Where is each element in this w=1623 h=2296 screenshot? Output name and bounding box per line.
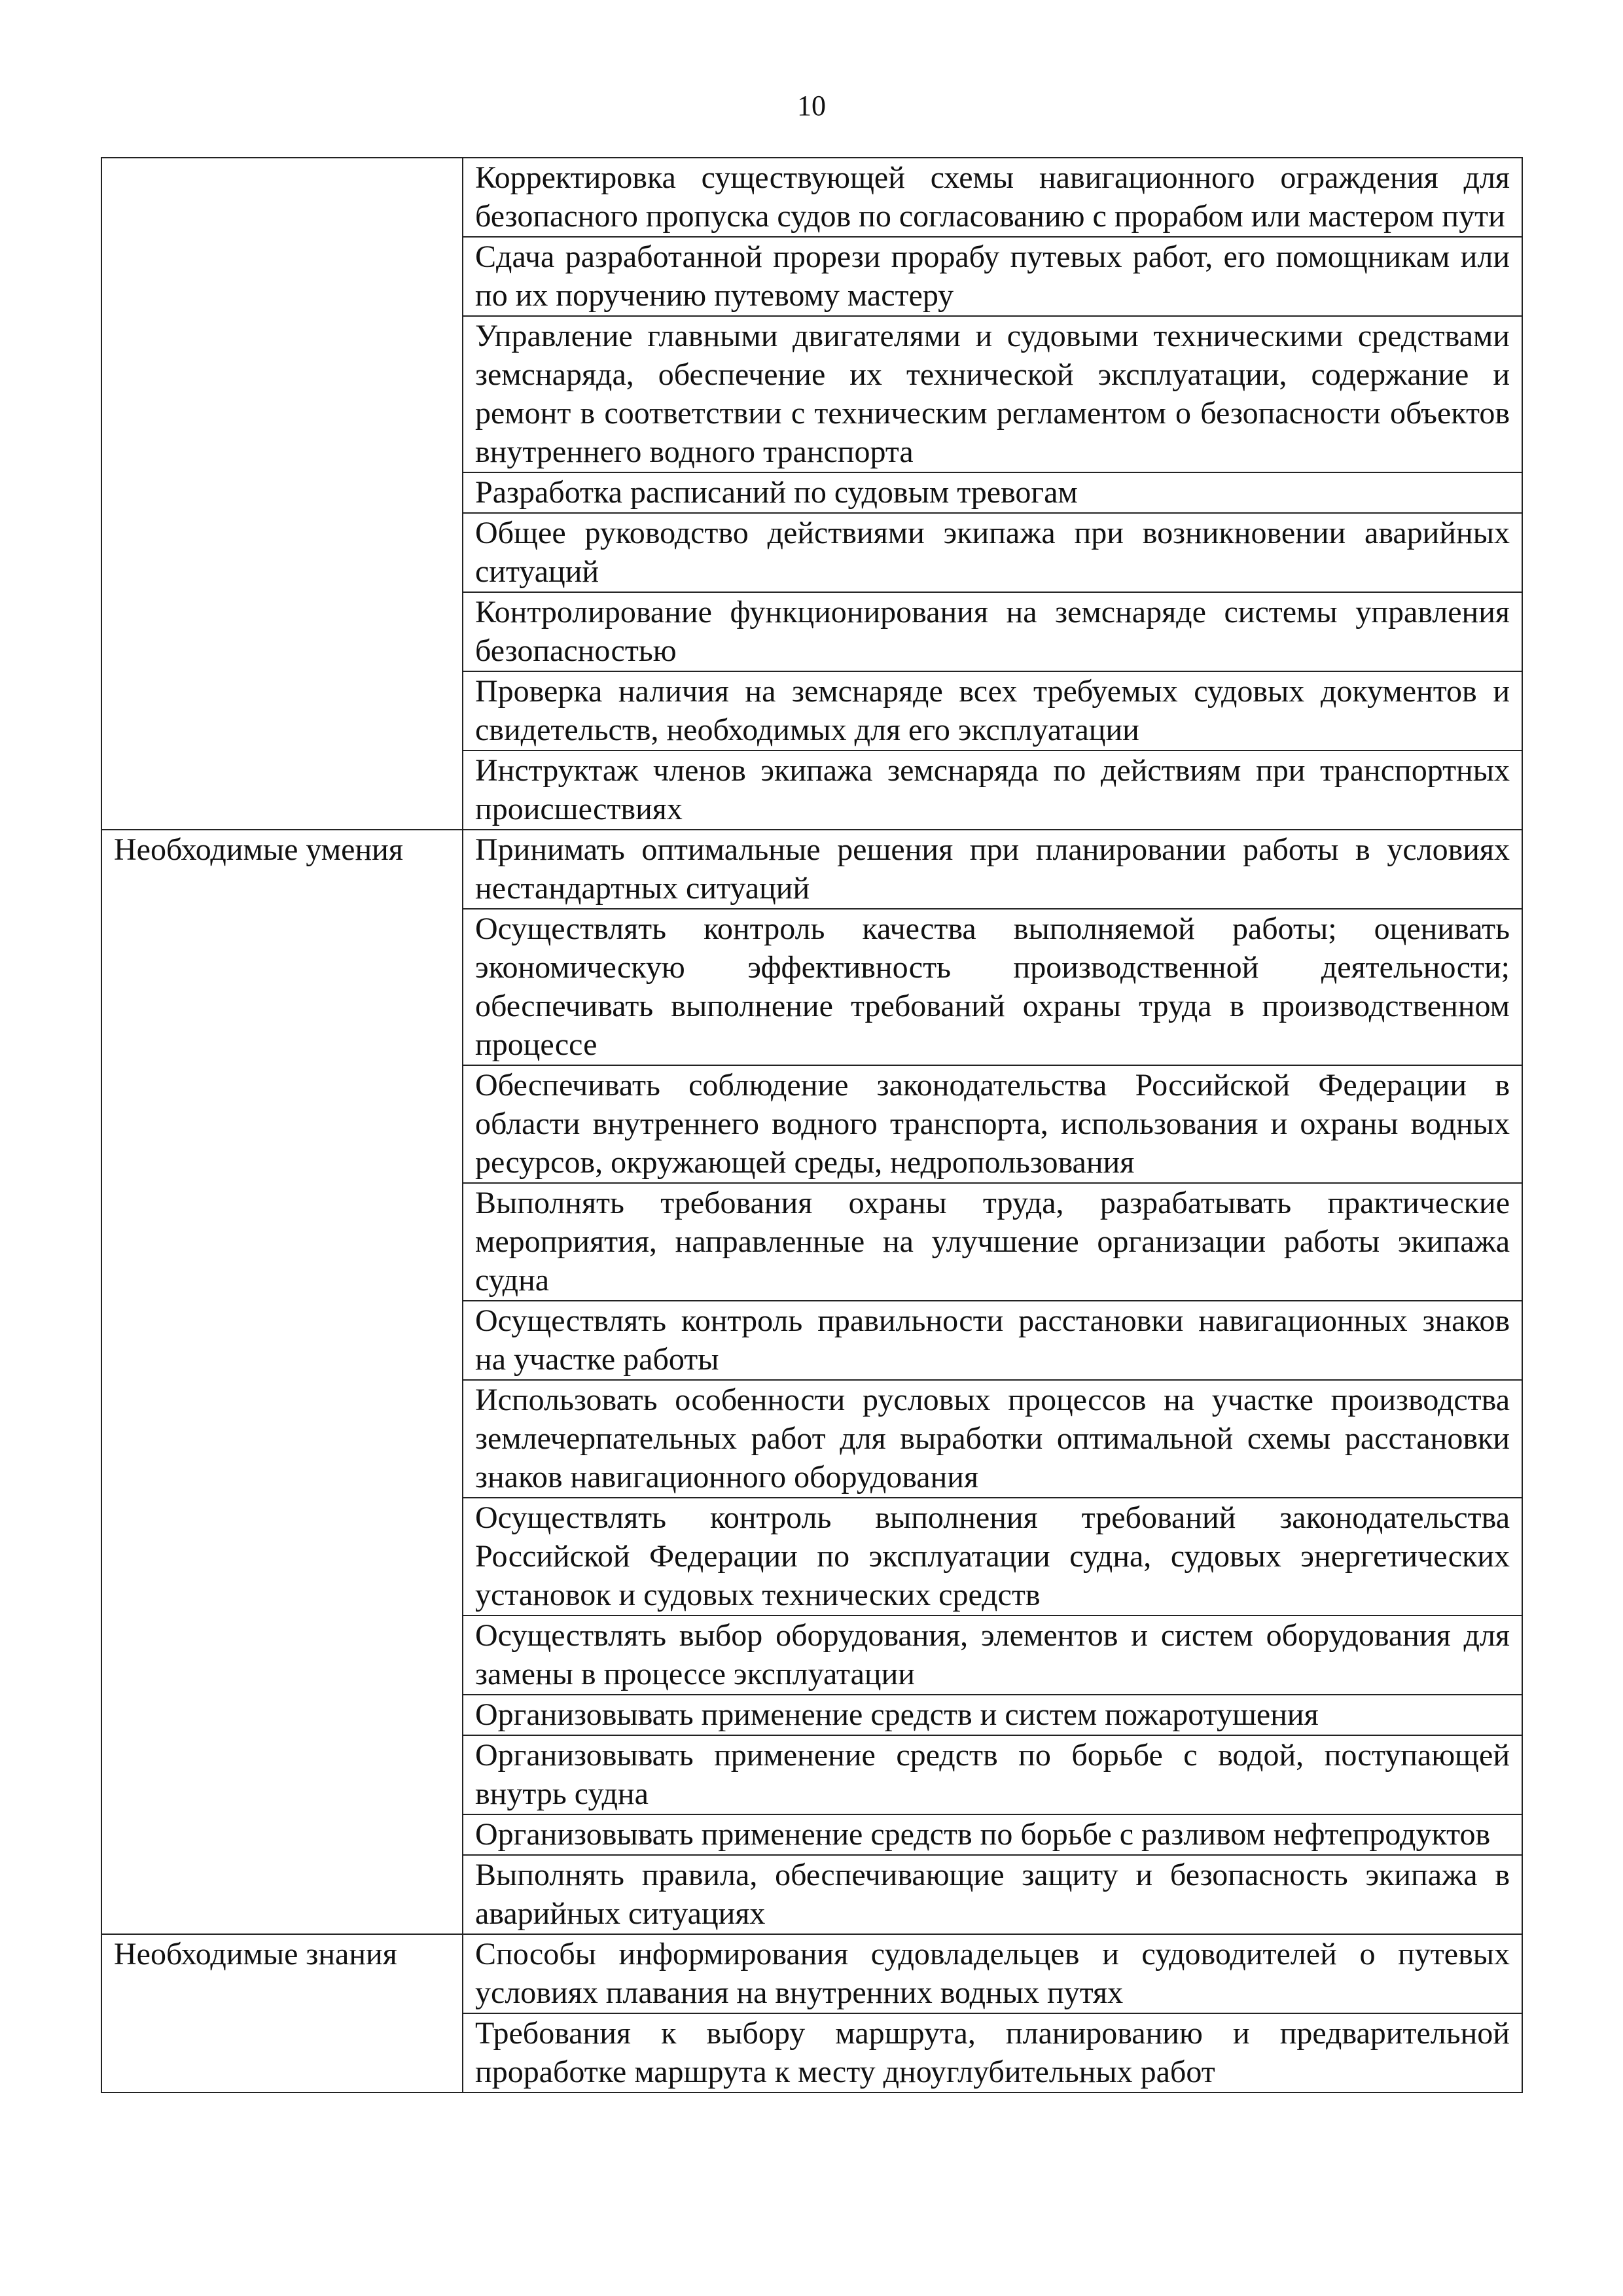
table-cell: Осуществлять выбор оборудования, элементов и систем оборудования для замены в процессе эксплуатации	[463, 1616, 1522, 1695]
table-row	[101, 830, 1522, 909]
table-cell: Управление главными двигателями и судовыми техническими средствами земснаряда, обеспечение их технической эксплуатации, содержание и ремонт в соответствии с техническим регламентом о безопасности объектов внутреннего водного транспорта	[463, 316, 1522, 472]
table-cell: Осуществлять контроль правильности расстановки навигационных знаков на участке работы	[463, 1301, 1522, 1380]
table-body	[101, 158, 1522, 2093]
table-cell: Требования к выбору маршрута, планированию и предварительной проработке маршрута к месту дноуглубительных работ	[463, 2013, 1522, 2093]
table-cell: Общее руководство действиями экипажа при возникновении аварийных ситуаций	[463, 513, 1522, 592]
table-row	[101, 1934, 1522, 2013]
section-label: Необходимые знания	[101, 1934, 463, 2093]
table-cell: Выполнять требования охраны труда, разрабатывать практические мероприятия, направленные на улучшение организации работы экипажа судна	[463, 1183, 1522, 1301]
table-cell: Способы информирования судовладельцев и судоводителей о путевых условиях плавания на внутренних водных путях	[463, 1934, 1522, 2013]
table-cell: Использовать особенности русловых процессов на участке производства землечерпательных работ для выработки оптимальной схемы расстановки знаков навигационного оборудования	[463, 1380, 1522, 1498]
table-cell: Выполнять правила, обеспечивающие защиту и безопасность экипажа в аварийных ситуациях	[463, 1855, 1522, 1934]
section-label: Необходимые умения	[101, 830, 463, 1934]
table-cell: Осуществлять контроль качества выполняемой работы; оценивать экономическую эффективность производственной деятельности; обеспечивать выполнение требований охраны труда в производственном процессе	[463, 909, 1522, 1065]
competency-table	[101, 157, 1523, 2093]
table-cell: Обеспечивать соблюдение законодательства Российской Федерации в области внутреннего водного транспорта, использования и охраны водных ресурсов, окружающей среды, недропользования	[463, 1065, 1522, 1183]
table-row	[101, 158, 1522, 237]
page-number: 10	[797, 90, 826, 122]
table-cell: Осуществлять контроль выполнения требований законодательства Российской Федерации по эксплуатации судна, судовых энергетических установок и судовых технических средств	[463, 1498, 1522, 1616]
table-cell: Проверка наличия на земснаряде всех требуемых судовых документов и свидетельств, необходимых для его эксплуатации	[463, 671, 1522, 751]
table-cell: Принимать оптимальные решения при планировании работы в условиях нестандартных ситуаций	[463, 830, 1522, 909]
table-cell: Сдача разработанной прорези прорабу путевых работ, его помощникам или по их поручению путевому мастеру	[463, 237, 1522, 316]
table-cell: Корректировка существующей схемы навигационного ограждения для безопасного пропуска судов по согласованию с прорабом или мастером пути	[463, 158, 1522, 237]
table-cell: Организовывать применение средств по борьбе с разливом нефтепродуктов	[463, 1814, 1522, 1855]
table-cell: Организовывать применение средств и систем пожаротушения	[463, 1695, 1522, 1735]
table-cell: Контролирование функционирования на земснаряде системы управления безопасностью	[463, 592, 1522, 671]
table-cell: Организовывать применение средств по борьбе с водой, поступающей внутрь судна	[463, 1735, 1522, 1814]
section-label	[101, 158, 463, 830]
table-cell: Разработка расписаний по судовым тревогам	[463, 472, 1522, 513]
table-cell: Инструктаж членов экипажа земснаряда по действиям при транспортных происшествиях	[463, 751, 1522, 830]
